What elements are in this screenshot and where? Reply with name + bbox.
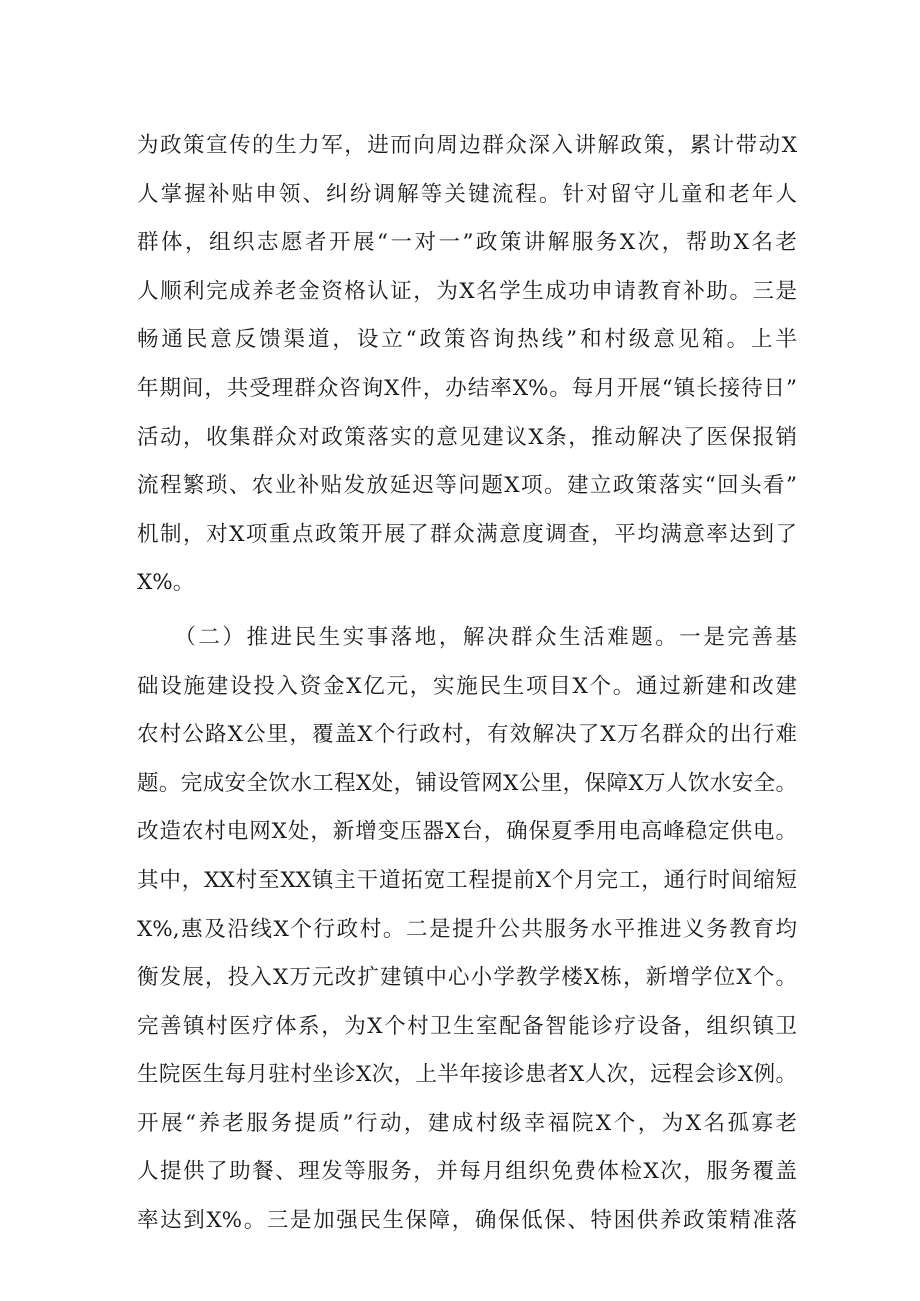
text-line: 人提供了助餐、理发等服务，并每月组织免费体检X次，服务覆盖 [137, 1159, 797, 1185]
section-heading-line: （二）推进民生实事落地，解决群众生活难题。一是完善基 [137, 624, 797, 650]
text-line: 农村公路X公里，覆盖X个行政村，有效解决了X万名群众的出行难 [137, 722, 797, 748]
text-line: 人掌握补贴申领、纠纷调解等关键流程。针对留守儿童和老年人 [137, 181, 797, 207]
text-line: X%。 [137, 570, 195, 596]
text-line: 础设施建设投入资金X亿元，实施民生项目X个。通过新建和改建 [137, 673, 797, 699]
text-line: 活动，收集群众对政策落实的意见建议X条，推动解决了医保报销 [137, 424, 797, 450]
text-line: 率达到X%。三是加强民生保障，确保低保、特困供养政策精准落 [137, 1208, 797, 1234]
text-line: 畅通民意反馈渠道，设立“政策咨询热线”和村级意见箱。上半 [137, 327, 797, 353]
text-line: 生院医生每月驻村坐诊X次，上半年接诊患者X人次，远程会诊X例。 [137, 1062, 797, 1088]
body-text [137, 122, 797, 1246]
text-line: 改造农村电网X处，新增变压器X台，确保夏季用电高峰稳定供电。 [137, 819, 797, 845]
text-line: 为政策宣传的生力军，进而向周边群众深入讲解政策，累计带动X [137, 133, 797, 158]
text-line: 开展“养老服务提质”行动，建成村级幸福院X个，为X名孤寡老 [137, 1110, 797, 1136]
text-line: 人顺利完成养老金资格认证，为X名学生成功申请教育补助。三是 [137, 278, 797, 304]
text-line: 年期间，共受理群众咨询X件，办结率X%。每月开展“镇长接待日” [137, 375, 797, 401]
text-line: 衡发展，投入X万元改扩建镇中心小学教学楼X栋，新增学位X个。 [137, 965, 797, 991]
text-line: 完善镇村医疗体系，为X个村卫生室配备智能诊疗设备，组织镇卫 [137, 1013, 797, 1039]
text-line: 机制，对X项重点政策开展了群众满意度调查，平均满意率达到了 [137, 521, 797, 547]
text-line: X%,惠及沿线X个行政村。二是提升公共服务水平推进义务教育均 [137, 916, 797, 942]
text-line: 其中，XX村至XX镇主干道拓宽工程提前X个月完工，通行时间缩短 [137, 867, 797, 893]
text-line: 群体，组织志愿者开展“一对一”政策讲解服务X次，帮助X名老 [137, 230, 797, 256]
text-line: 流程繁琐、农业补贴发放延迟等问题X项。建立政策落实“回头看” [137, 473, 797, 499]
text-line: 题。完成安全饮水工程X处，铺设管网X公里，保障X万人饮水安全。 [137, 770, 797, 796]
